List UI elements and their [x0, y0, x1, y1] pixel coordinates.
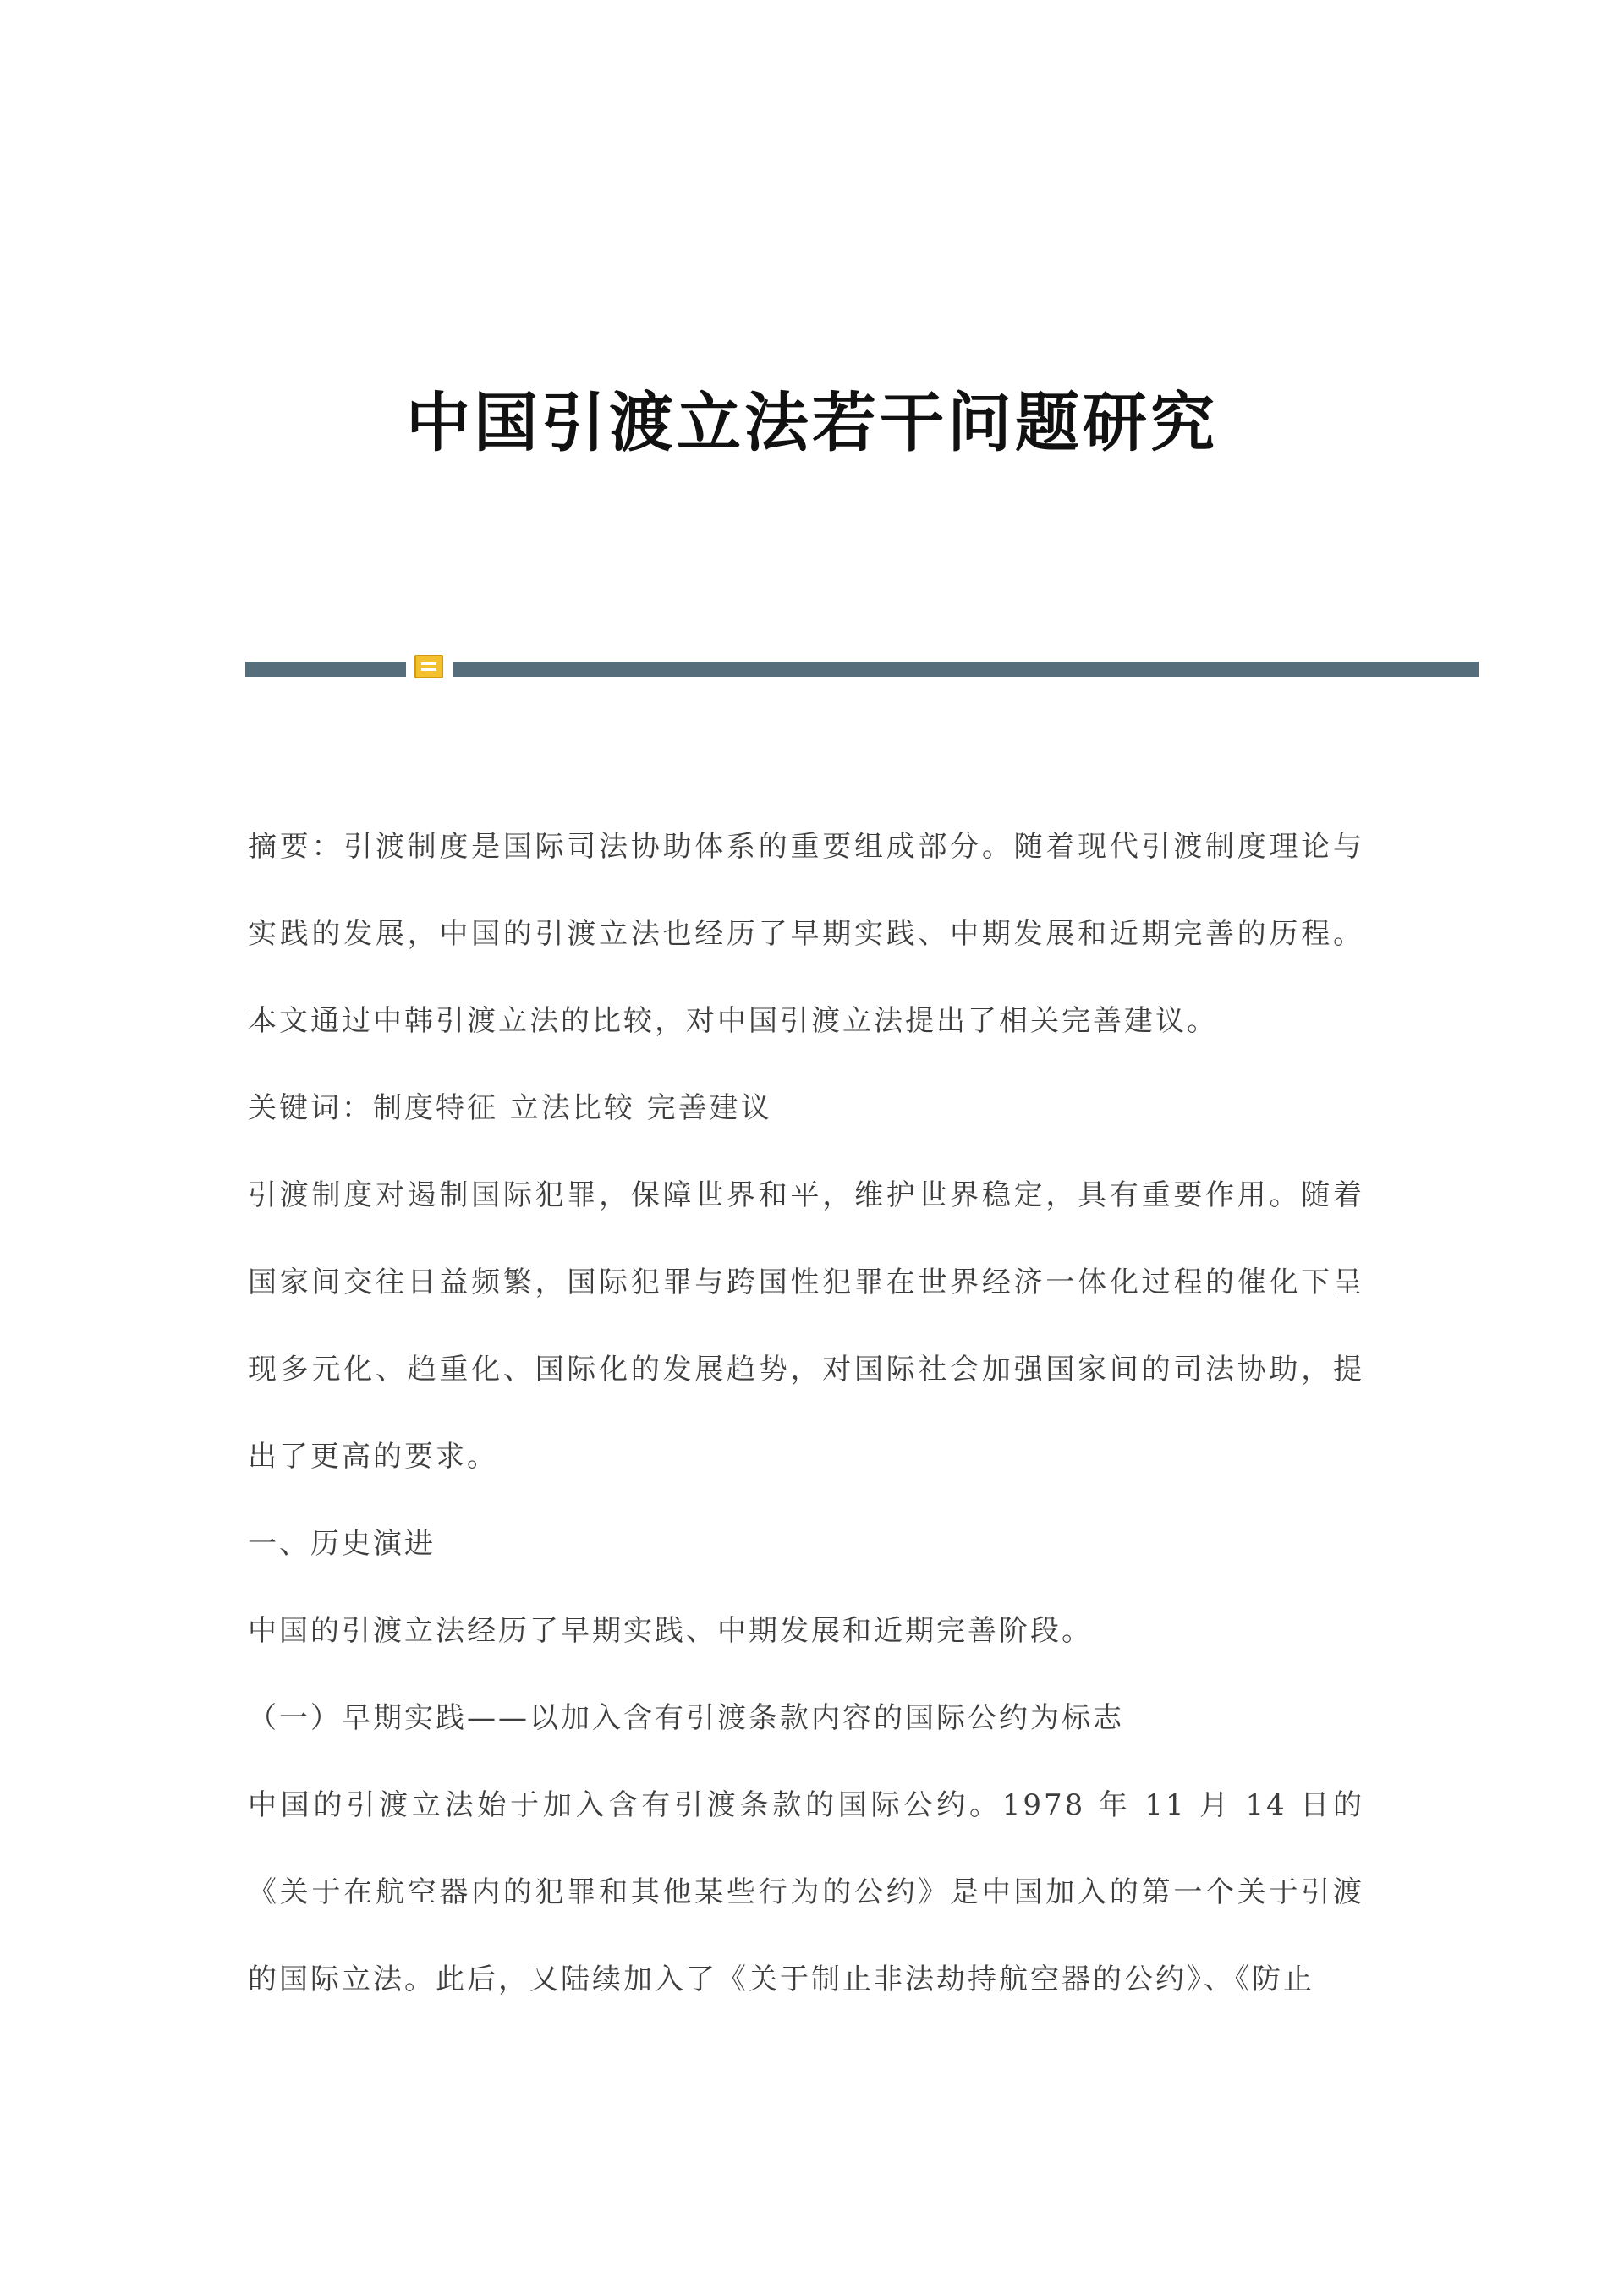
section-intro-paragraph: 中国的引渡立法经历了早期实践、中期发展和近期完善阶段。 — [248, 1614, 1093, 1648]
document-title: 中国引渡立法若干问题研究 — [406, 385, 1218, 460]
title-divider-right — [453, 662, 1479, 677]
body-paragraph: 中国的引渡立法始于加入含有引渡条款的国际公约。1978 年 11 月 14 日的《关于在航空器内的犯罪和其他某些行为的公约》是中国加入的第一个关于引渡的国际立法。此后，又陆续加入了《关于制止非法劫持航空器的公约》、《防止 — [248, 1788, 1364, 1996]
divider-badge-icon — [414, 655, 443, 678]
abstract-paragraph: 摘要：引渡制度是国际司法协助体系的重要组成部分。随着现代引渡制度理论与实践的发展，中国的引渡立法也经历了早期实践、中期发展和近期完善的历程。本文通过中韩引渡立法的比较，对中国引渡立法提出了相关完善建议。 — [248, 830, 1364, 1038]
document-body — [248, 804, 1364, 2023]
keywords-paragraph: 关键词：制度特征 立法比较 完善建议 — [248, 1091, 772, 1125]
subsection-heading: （一）早期实践——以加入含有引渡条款内容的国际公约为标志 — [248, 1701, 1124, 1735]
section-heading: 一、历史演进 — [248, 1527, 436, 1561]
title-divider-left — [245, 662, 406, 677]
intro-paragraph: 引渡制度对遏制国际犯罪，保障世界和平，维护世界稳定，具有重要作用。随着国家间交往日益频繁，国际犯罪与跨国性犯罪在世界经济一体化过程的催化下呈现多元化、趋重化、国际化的发展趋势，对国际社会加强国家间的司法协助，提出了更高的要求。 — [248, 1178, 1364, 1474]
